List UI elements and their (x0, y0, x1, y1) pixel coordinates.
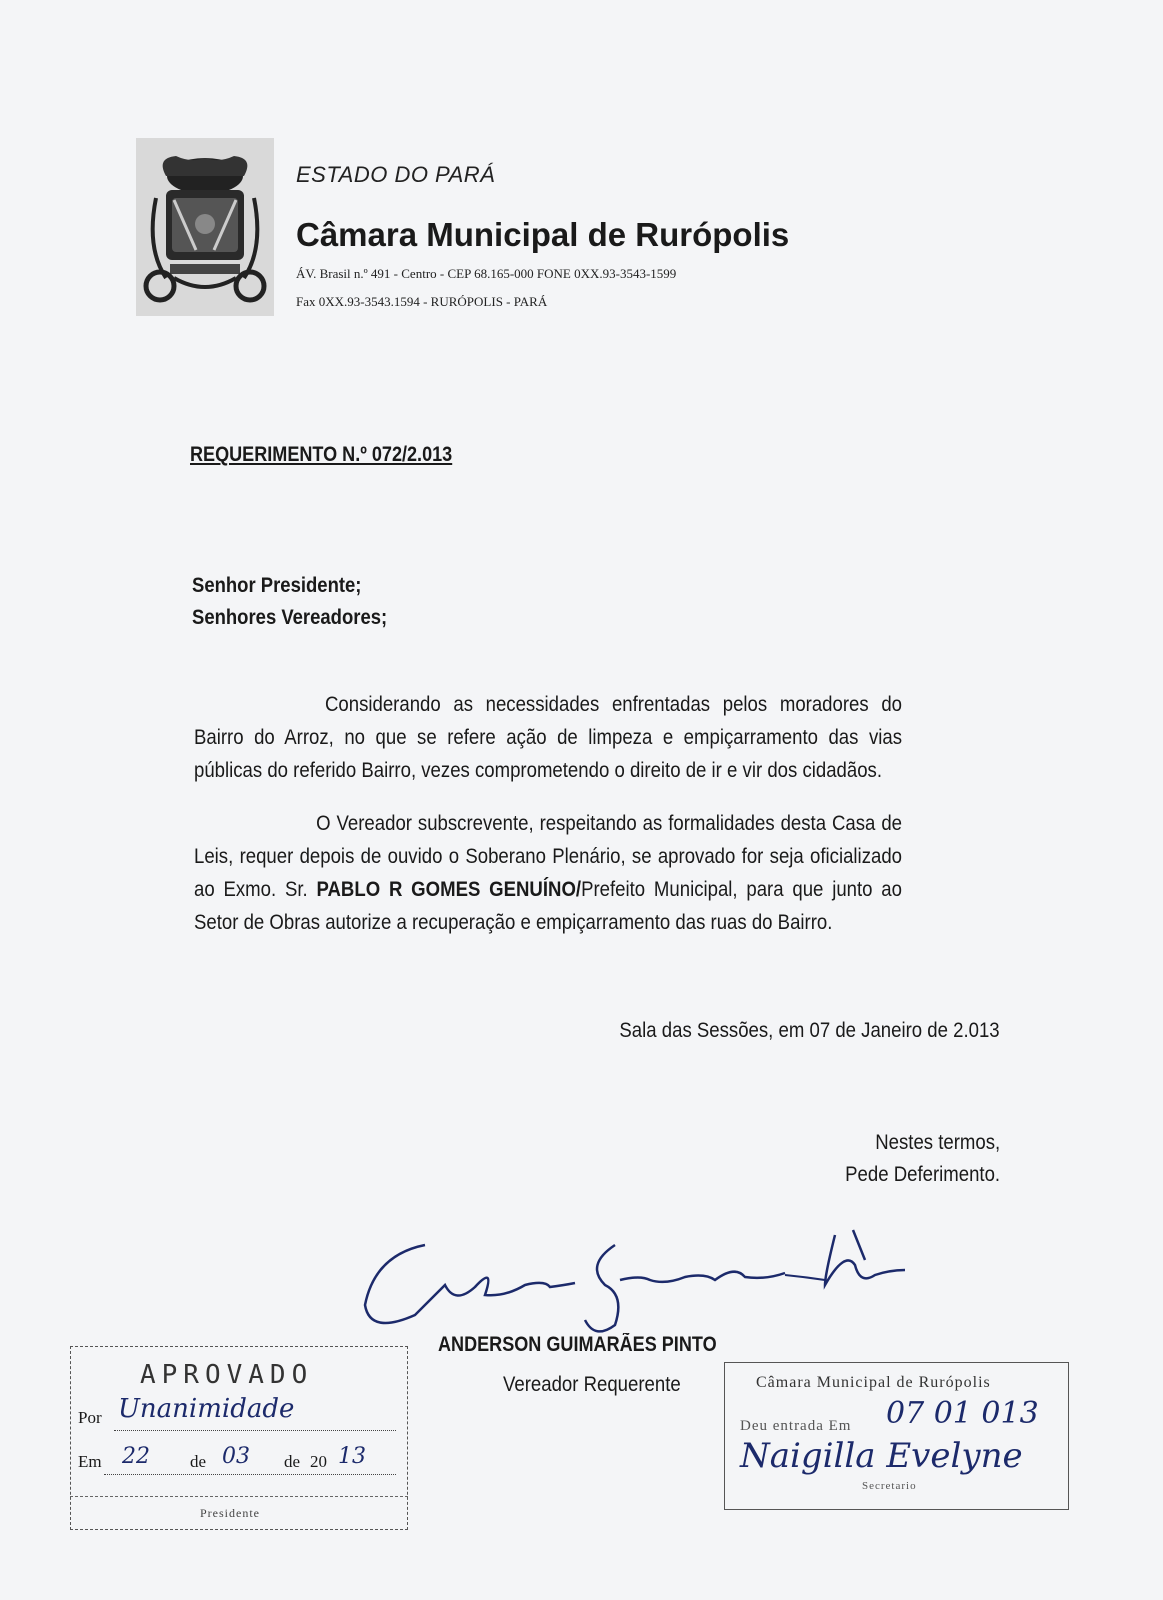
approved-stamp-title: APROVADO (140, 1360, 314, 1390)
closing-line-2: Pede Deferimento. (845, 1163, 1000, 1186)
paragraph-1-text: Considerando as necessidades enfrentadas pelos moradores do Bairro do Arroz, no que se refere ação de limpeza e empiçarramento das vias públicas do referido Bairro, vezes comprometendo o direito de ir e vir dos cidadãos. (194, 693, 902, 782)
approved-stamp (70, 1346, 408, 1530)
approved-year-prefix: 20 (310, 1452, 327, 1471)
approved-de-label-2: de (284, 1452, 301, 1471)
approved-de-label-1: de (190, 1452, 207, 1471)
paragraph-considering (194, 688, 902, 787)
closing-line-1: Nestes termos, (875, 1131, 1000, 1154)
por-line (114, 1430, 396, 1431)
received-date: 07 01 013 (886, 1396, 1039, 1431)
address-line-2: Fax 0XX.93-3543.1594 - RURÓPOLIS - PARÁ (296, 294, 548, 309)
received-entrada-label: Deu entrada Em (740, 1418, 852, 1434)
signer-name: ANDERSON GUIMARÃES PINTO (438, 1333, 717, 1356)
received-signature: Naigilla Evelyne (740, 1436, 1023, 1476)
approved-month: 03 (222, 1444, 250, 1469)
received-footer: Secretario (862, 1480, 917, 1492)
place-and-date: Sala das Sessões, em 07 de Janeiro de 2.013 (619, 1019, 1000, 1042)
approved-em-label: Em (78, 1452, 102, 1471)
signature-line (70, 1496, 408, 1497)
paragraph-2-text-after: Prefeito Municipal, para que junto ao Setor de Obras autorize a recuperação e empiçarramento das ruas do Bairro. (194, 878, 902, 934)
crest-emblem-icon (136, 138, 274, 316)
approved-por-label: Por (78, 1408, 102, 1427)
em-line (104, 1474, 396, 1475)
received-stamp (724, 1362, 1069, 1510)
salutation-president: Senhor Presidente; (192, 574, 362, 597)
document-title: REQUERIMENTO N.º 072/2.013 (190, 443, 453, 466)
state-name: ESTADO DO PARÁ (296, 162, 496, 187)
institution-name: Câmara Municipal de Rurópolis (296, 216, 790, 253)
approved-day: 22 (122, 1444, 150, 1469)
paragraph-2-text-before: O Vereador subscrevente, respeitando as formalidades desta Casa de Leis, requer depois de ouvido o Soberano Plenário, se aprovado for seja oficializado ao Exmo. Sr. (194, 812, 902, 901)
address-line-1: ÁV. Brasil n.º 491 - Centro - CEP 68.165-000 FONE 0XX.93-3543-1599 (296, 266, 677, 281)
received-stamp-title: Câmara Municipal de Rurópolis (756, 1374, 991, 1391)
approved-por-value: Unanimidade (118, 1394, 295, 1424)
signer-role: Vereador Requerente (503, 1373, 681, 1396)
approved-footer: Presidente (200, 1506, 260, 1520)
mayor-name: PABLO R GOMES GENUÍNO/ (316, 878, 582, 901)
approved-year-suffix: 13 (338, 1444, 366, 1469)
paragraph-request (194, 807, 902, 939)
handwritten-signature (355, 1225, 935, 1345)
salutation-councilors: Senhores Vereadores; (192, 606, 388, 629)
municipal-crest-image (136, 138, 274, 316)
